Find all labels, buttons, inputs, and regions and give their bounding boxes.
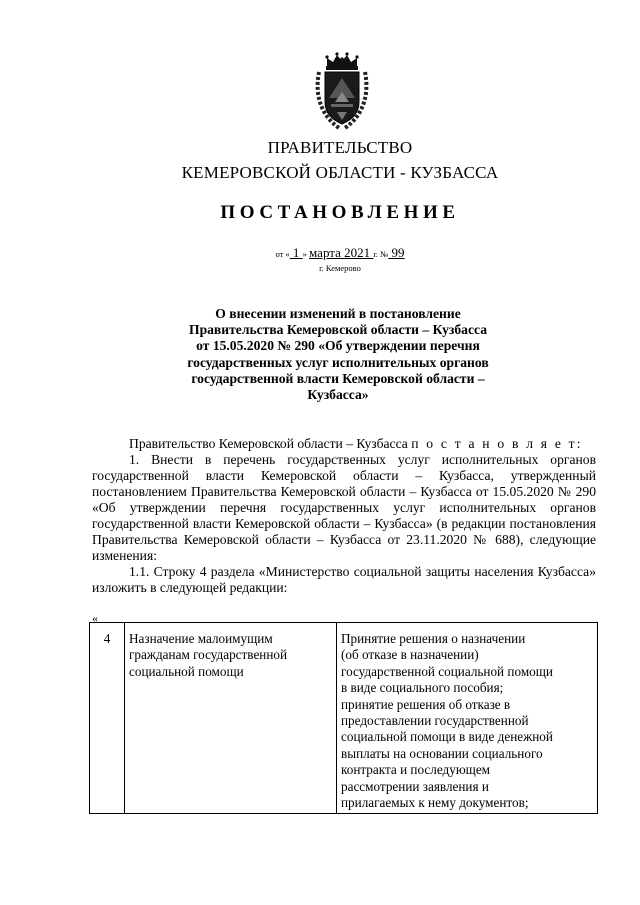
cell-line: государственной социальной помощи bbox=[341, 663, 553, 679]
subject-line: от 15.05.2020 № 290 «Об утверждении перечня bbox=[196, 338, 480, 354]
service-name-cell bbox=[125, 623, 337, 814]
subject-line: Правительства Кемеровской области – Кузбасса bbox=[189, 322, 487, 338]
subject-line: государственных услуг исполнительных органов bbox=[187, 354, 489, 370]
intro-text: Правительство Кемеровской области – Кузбасса bbox=[129, 436, 412, 451]
document-type-title: ПОСТАНОВЛЕНИЕ bbox=[220, 202, 460, 223]
government-name-line2: КЕМЕРОВСКОЙ ОБЛАСТИ - КУЗБАССА bbox=[181, 163, 499, 182]
date-month-year: марта 2021 bbox=[309, 245, 374, 260]
row-number-cell: 4 bbox=[90, 623, 125, 814]
cell-line: (об отказе в назначении) bbox=[341, 647, 479, 663]
cell-line: выплаты на основании социального bbox=[341, 745, 543, 761]
date-day: 1 bbox=[289, 245, 303, 260]
city-name: г. Кемерово bbox=[319, 263, 361, 273]
resolves-word: п о с т а н о в л я е т: bbox=[411, 436, 583, 451]
service-action-cell bbox=[337, 623, 598, 814]
cell-line: в виде социального пособия; bbox=[341, 680, 504, 696]
document-number: 99 bbox=[388, 245, 405, 260]
table-row bbox=[90, 623, 598, 814]
cell-line: рассмотрении заявления и bbox=[341, 778, 489, 794]
subject-line: О внесении изменений в постановление bbox=[215, 306, 461, 321]
date-mid: » bbox=[302, 249, 310, 259]
date-number-line bbox=[0, 246, 640, 261]
document-subject bbox=[148, 306, 528, 403]
date-prefix: от « bbox=[275, 249, 290, 259]
cell-line: социальной помощи bbox=[129, 663, 244, 679]
document-body bbox=[92, 436, 596, 596]
government-name-line1: ПРАВИТЕЛЬСТВО bbox=[267, 138, 413, 157]
cell-line: контракта и последующем bbox=[341, 762, 491, 778]
opening-quote-mark: « bbox=[92, 611, 98, 625]
cell-line: Принятие решения о назначении bbox=[341, 631, 526, 646]
subject-line: государственной власти Кемеровской области – bbox=[191, 370, 485, 386]
cell-line: принятие решения об отказе в bbox=[341, 696, 511, 712]
cell-line: прилагаемых к нему документов; bbox=[341, 795, 529, 811]
cell-line: Назначение малоимущим bbox=[129, 631, 273, 646]
intro-paragraph bbox=[92, 436, 596, 452]
cell-line: гражданам государственной bbox=[129, 647, 288, 663]
date-g-label: г. № bbox=[373, 249, 389, 259]
paragraph-1: 1. Внести в перечень государственных услуг исполнительных органов государственной власти Кемеровской области – Кузбасса, утвержденный постановлением Правительства Кемеровской области – Кузбасса от 15.05.2020 № 290 «Об утверждении перечня государственных услуг исполнительных органов государственной власти Кемеровской области – Кузбасса» (в редакции постановления Правительства Кемеровской области – Кузбасса от 23.11.2020 № 688), следующие изменения: bbox=[92, 452, 596, 563]
paragraph-1-1: 1.1. Строку 4 раздела «Министерство социальной защиты населения Кузбасса» изложить в следующей редакции: bbox=[92, 564, 596, 595]
subject-line: Кузбасса» bbox=[307, 387, 369, 403]
cell-line: социальной помощи в виде денежной bbox=[341, 729, 553, 745]
kemerovo-coat-of-arms-icon bbox=[313, 52, 371, 132]
services-table bbox=[89, 622, 598, 814]
cell-line: предоставлении государственной bbox=[341, 713, 529, 729]
